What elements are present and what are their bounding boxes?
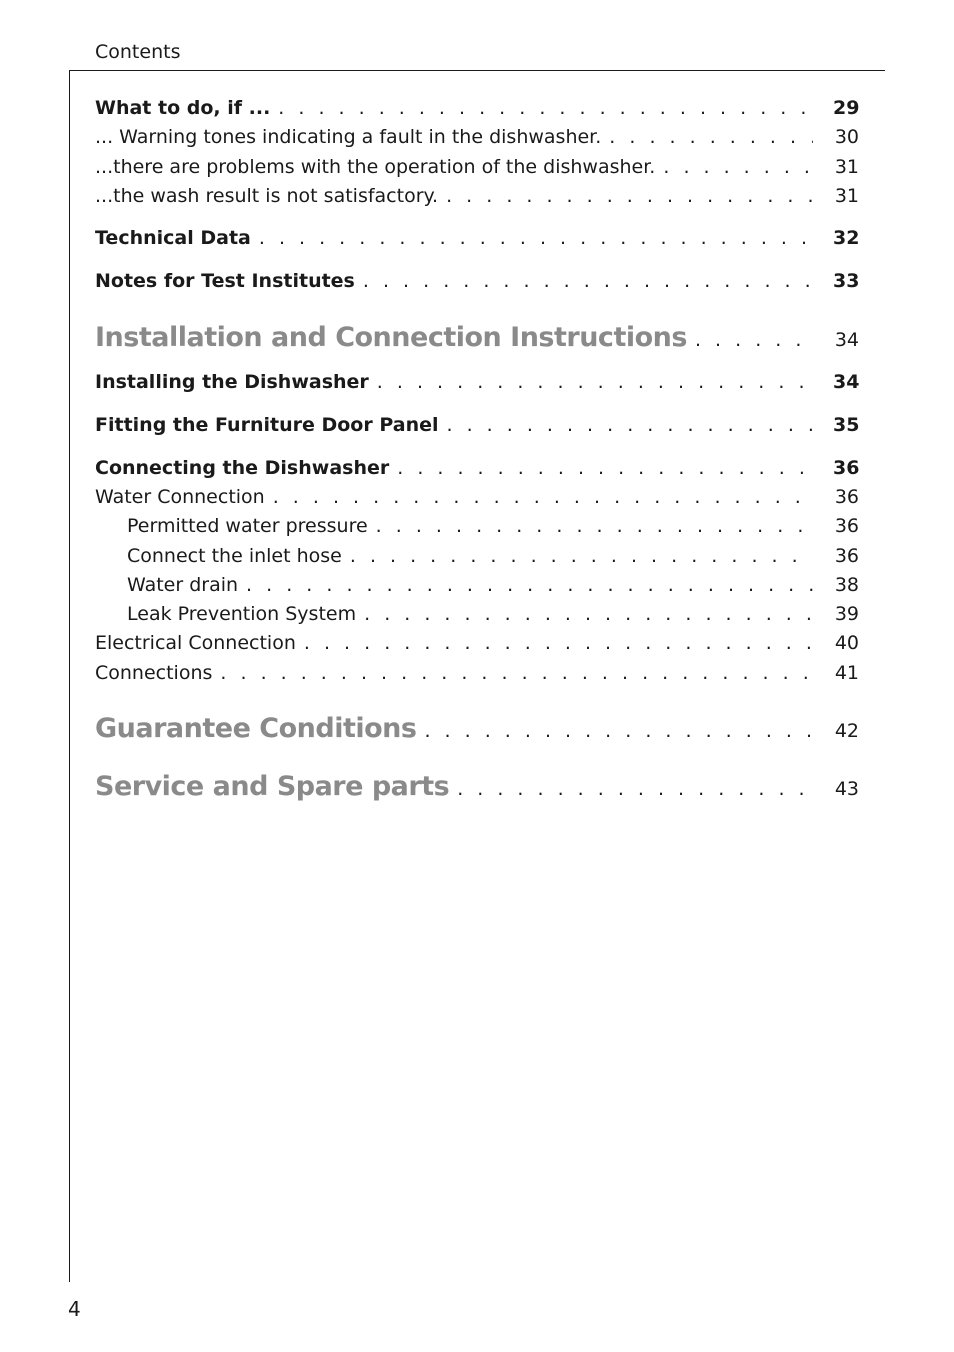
toc-entry-title: What to do, if ...: [95, 97, 271, 119]
toc-dot-leader: [259, 227, 813, 249]
toc-dot-leader: [364, 603, 813, 625]
toc-entry: [95, 270, 859, 292]
toc-dot-leader: [246, 574, 813, 596]
toc-entry-title: Notes for Test Institutes: [95, 270, 355, 292]
toc-entry-title: Permitted water pressure: [127, 515, 368, 537]
toc-dot-leader: [304, 632, 813, 654]
toc-entry-page: 36: [834, 545, 859, 567]
toc-entry-page: 41: [834, 662, 859, 684]
toc-entry-page: 39: [834, 603, 859, 625]
toc-entry: [95, 486, 859, 508]
toc-entry-title: Water drain: [127, 574, 239, 596]
toc-entry: [95, 371, 859, 393]
toc-entry-title: Leak Prevention System: [127, 603, 357, 625]
toc-entry-title: Technical Data: [95, 227, 251, 249]
toc-entry: [95, 185, 859, 207]
toc-entry-page: 38: [834, 574, 859, 596]
toc-entry: [95, 156, 859, 178]
toc-entry-title: Connect the inlet hose: [127, 545, 342, 567]
toc-entry-page: 34: [834, 329, 859, 351]
toc-entry-page: 43: [834, 778, 859, 800]
toc-dot-leader: [457, 778, 813, 800]
toc-entry-page: 31: [834, 156, 859, 178]
toc-dot-leader: [220, 662, 813, 684]
toc-entry-title: Electrical Connection: [95, 632, 296, 654]
toc-entry-title: Guarantee Conditions: [95, 713, 417, 744]
toc-entry-page: 30: [834, 126, 859, 148]
toc-entry: [95, 545, 859, 567]
toc-section-heading: [95, 713, 859, 744]
toc-entry-page: 29: [833, 97, 860, 119]
toc-entry: [95, 632, 859, 654]
toc-dot-leader: [446, 185, 813, 207]
toc-dot-leader: [424, 720, 813, 742]
toc-entry: [95, 414, 859, 436]
toc-dot-leader: [695, 329, 813, 351]
toc-entry: [95, 227, 859, 249]
toc-dot-leader: [278, 97, 813, 119]
toc-entry: [95, 126, 859, 148]
toc-dot-leader: [376, 515, 813, 537]
toc-entry-page: 40: [834, 632, 859, 654]
toc-entry: [95, 515, 859, 537]
toc-entry-title: ...the wash result is not satisfactory.: [95, 185, 439, 207]
toc-entry-title: Connections: [95, 662, 213, 684]
page-number: 4: [68, 1297, 81, 1321]
header-rule: [69, 70, 885, 71]
toc-dot-leader: [397, 457, 813, 479]
page-header-label: Contents: [95, 41, 181, 63]
toc-entry-page: 36: [833, 457, 860, 479]
toc-entry: [95, 457, 859, 479]
toc-entry-page: 35: [833, 414, 860, 436]
toc-entry-title: Fitting the Furniture Door Panel: [95, 414, 439, 436]
toc-entry-page: 31: [834, 185, 859, 207]
toc-entry-title: Connecting the Dishwasher: [95, 457, 390, 479]
toc-entry-title: ... Warning tones indicating a fault in the dishwasher.: [95, 126, 602, 148]
toc-section-heading: [95, 322, 859, 353]
toc-entry-title: Installing the Dishwasher: [95, 371, 369, 393]
toc-entry-title: ...there are problems with the operation of the dishwasher.: [95, 156, 656, 178]
toc-dot-leader: [663, 156, 813, 178]
toc-entry: [95, 603, 859, 625]
toc-entry: [95, 574, 859, 596]
toc-entry-page: 42: [834, 720, 859, 742]
toc-dot-leader: [609, 126, 813, 148]
toc-entry-title: Installation and Connection Instructions: [95, 322, 687, 353]
toc-dot-leader: [273, 486, 813, 508]
toc-dot-leader: [447, 414, 814, 436]
toc-entry-title: Water Connection: [95, 486, 265, 508]
toc-entry-page: 34: [833, 371, 860, 393]
toc-entry: [95, 97, 859, 119]
toc-entry-page: 36: [834, 486, 859, 508]
toc-dot-leader: [377, 371, 813, 393]
margin-rule: [69, 70, 70, 1282]
toc-section-heading: [95, 771, 859, 802]
toc-dot-leader: [363, 270, 813, 292]
toc-entry-page: 33: [833, 270, 860, 292]
toc-entry-page: 32: [833, 227, 860, 249]
toc-entry-page: 36: [834, 515, 859, 537]
toc-dot-leader: [350, 545, 813, 567]
toc-entry-title: Service and Spare parts: [95, 771, 450, 802]
toc-entry: [95, 662, 859, 684]
